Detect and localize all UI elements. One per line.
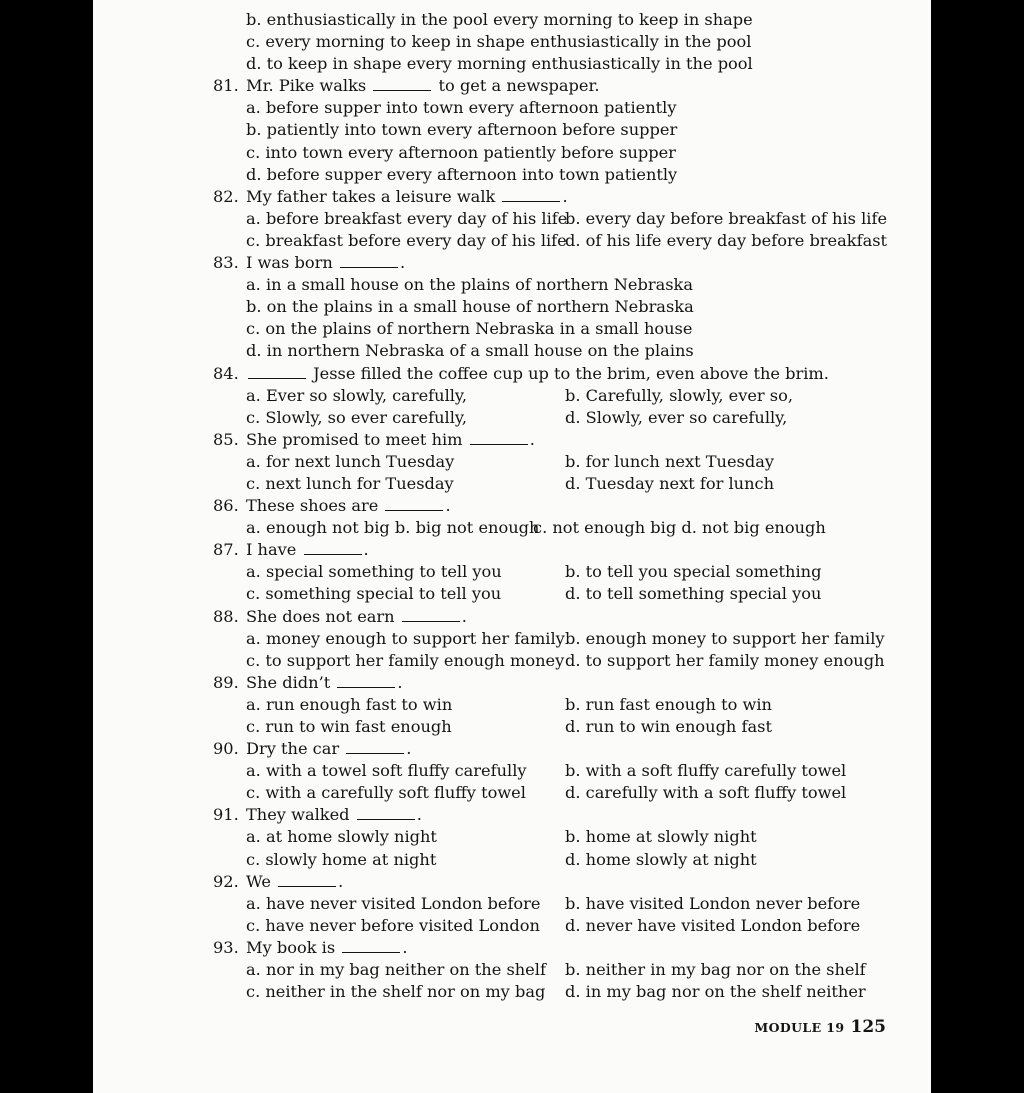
answer-option: c. run to win fast enough bbox=[246, 717, 452, 736]
option-line bbox=[213, 97, 893, 119]
textbook-page bbox=[93, 0, 931, 1093]
stem-before-blank: Dry the car bbox=[246, 739, 340, 759]
answer-option: b. enough money to support her family bbox=[565, 628, 885, 648]
question-text bbox=[246, 607, 467, 626]
option-line bbox=[213, 208, 893, 230]
answer-option: c. to support her family enough money bbox=[246, 650, 565, 670]
answer-blank bbox=[342, 938, 400, 953]
question-text bbox=[246, 430, 535, 449]
answer-option: c. Slowly, so ever carefully, bbox=[246, 407, 468, 427]
answer-option: c. neither in the shelf nor on my bag bbox=[246, 982, 546, 1002]
answer-option: b. on the plains in a small house of northern Nebraska bbox=[246, 297, 694, 317]
stem-after-blank: . bbox=[402, 937, 408, 957]
page-number: 125 bbox=[850, 1017, 886, 1037]
stem-before-blank: She promised to meet him bbox=[246, 429, 463, 449]
option-line bbox=[213, 473, 893, 495]
question-stem bbox=[213, 606, 893, 628]
stem-before-blank: They walked bbox=[246, 805, 350, 825]
answer-option: c. into town every afternoon patiently before supper bbox=[246, 142, 676, 162]
stem-after-blank: . bbox=[363, 540, 369, 560]
question-number: 88. bbox=[213, 606, 239, 626]
answer-option: c. not enough big d. not big enough bbox=[533, 518, 826, 538]
question-stem bbox=[213, 738, 893, 760]
answer-option: a. special something to tell you bbox=[246, 562, 502, 582]
answer-option: b. run fast enough to win bbox=[565, 694, 772, 714]
option-line bbox=[213, 628, 893, 650]
answer-option: c. slowly home at night bbox=[246, 849, 437, 869]
question-stem bbox=[213, 672, 893, 694]
question-text bbox=[246, 496, 451, 515]
module-label: MODULE 19 bbox=[754, 1020, 845, 1035]
option-line bbox=[213, 981, 893, 1003]
question-number: 85. bbox=[213, 429, 239, 449]
question-text bbox=[246, 872, 343, 891]
stem-after-blank: . bbox=[399, 253, 406, 273]
question-number: 81. bbox=[213, 76, 239, 96]
question-stem bbox=[213, 252, 893, 274]
option-line bbox=[213, 318, 893, 340]
question-text bbox=[246, 739, 411, 758]
option-line bbox=[213, 340, 893, 362]
answer-option: d. Tuesday next for lunch bbox=[565, 473, 774, 493]
stem-after-blank: Jesse filled the coffee cup up to the brim, even above the brim. bbox=[313, 363, 829, 383]
stem-after-blank: . bbox=[461, 606, 467, 626]
answer-blank bbox=[337, 673, 395, 688]
stem-before-blank: We bbox=[246, 871, 271, 891]
question-number: 89. bbox=[213, 672, 239, 692]
option-line bbox=[213, 782, 893, 804]
answer-option: b. have visited London never before bbox=[565, 893, 861, 913]
answer-option: c. on the plains of northern Nebraska in a small house bbox=[246, 319, 693, 339]
answer-blank bbox=[346, 739, 404, 754]
answer-option: b. for lunch next Tuesday bbox=[565, 451, 774, 471]
stem-after-blank: . bbox=[562, 186, 568, 206]
option-line bbox=[213, 826, 893, 848]
answer-option: a. in a small house on the plains of northern Nebraska bbox=[246, 275, 694, 295]
answer-option: a. at home slowly night bbox=[246, 827, 437, 847]
option-line bbox=[213, 407, 893, 429]
option-line bbox=[213, 893, 893, 915]
page-footer bbox=[754, 1017, 886, 1037]
option-line bbox=[213, 142, 893, 164]
option-line bbox=[213, 451, 893, 473]
question-text bbox=[246, 540, 369, 559]
question-text bbox=[246, 805, 422, 824]
stem-after-blank: . bbox=[529, 429, 535, 449]
question-stem bbox=[213, 539, 893, 561]
stem-before-blank: She didn’t bbox=[246, 672, 331, 692]
option-line bbox=[213, 959, 893, 981]
stem-before-blank: These shoes are bbox=[246, 496, 379, 516]
option-line bbox=[213, 650, 893, 672]
answer-blank bbox=[278, 872, 336, 887]
option-line bbox=[213, 517, 893, 539]
option-line bbox=[213, 583, 893, 605]
answer-option: c. with a carefully soft fluffy towel bbox=[246, 783, 526, 803]
answer-blank bbox=[502, 187, 560, 202]
question-number: 86. bbox=[213, 496, 239, 516]
stem-after-blank: . bbox=[397, 672, 403, 692]
question-stem bbox=[213, 937, 893, 959]
question-number: 90. bbox=[213, 739, 239, 759]
option-line bbox=[213, 716, 893, 738]
answer-option: a. nor in my bag neither on the shelf bbox=[246, 960, 546, 980]
stem-after-blank: . bbox=[445, 496, 451, 516]
question-text bbox=[246, 938, 407, 957]
answer-option: d. Slowly, ever so carefully, bbox=[565, 407, 788, 427]
answer-option: d. to support her family money enough bbox=[565, 650, 885, 670]
answer-option: d. carefully with a soft fluffy towel bbox=[565, 783, 847, 803]
answer-option: c. have never before visited London bbox=[246, 915, 540, 935]
option-line bbox=[213, 296, 893, 318]
question-text bbox=[246, 673, 403, 692]
question-text bbox=[246, 364, 829, 383]
answer-option: c. next lunch for Tuesday bbox=[246, 473, 454, 493]
question-stem bbox=[213, 871, 893, 893]
question-number: 87. bbox=[213, 540, 239, 560]
option-line bbox=[213, 274, 893, 296]
stem-before-blank: She does not earn bbox=[246, 606, 395, 626]
answer-option: d. in my bag nor on the shelf neither bbox=[565, 982, 866, 1002]
answer-option: d. in northern Nebraska of a small house on the plains bbox=[246, 341, 694, 361]
answer-option: a. for next lunch Tuesday bbox=[246, 451, 455, 471]
answer-option: b. neither in my bag nor on the shelf bbox=[565, 960, 866, 980]
option-line bbox=[213, 915, 893, 937]
answer-option: a. money enough to support her family bbox=[246, 628, 565, 648]
answer-blank bbox=[373, 76, 431, 91]
stem-after-blank: . bbox=[338, 871, 344, 891]
question-text bbox=[246, 253, 405, 272]
option-line bbox=[213, 230, 893, 252]
question-stem bbox=[213, 804, 893, 826]
answer-option: a. before supper into town every afternoon patiently bbox=[246, 98, 677, 118]
question-number: 93. bbox=[213, 937, 239, 957]
question-number: 92. bbox=[213, 871, 239, 891]
answer-option: d. never have visited London before bbox=[565, 915, 861, 935]
option-line bbox=[213, 164, 893, 186]
stem-before-blank: I have bbox=[246, 540, 297, 560]
question-stem bbox=[213, 495, 893, 517]
option-line: c. every morning to keep in shape enthusiastically in the pool bbox=[246, 32, 752, 52]
answer-option: a. enough not big b. big not enough bbox=[246, 518, 540, 538]
stem-before-blank: I was born bbox=[246, 253, 333, 273]
option-line bbox=[213, 694, 893, 716]
answer-option: c. breakfast before every day of his life bbox=[246, 230, 567, 250]
answer-blank bbox=[385, 496, 443, 511]
question-stem bbox=[213, 363, 893, 385]
exercise-content bbox=[213, 9, 893, 1003]
answer-option: a. run enough fast to win bbox=[246, 694, 453, 714]
question-text bbox=[246, 76, 600, 95]
stem-before-blank: My book is bbox=[246, 937, 336, 957]
answer-option: d. run to win enough fast bbox=[565, 717, 772, 736]
answer-blank bbox=[248, 364, 306, 379]
option-line bbox=[213, 561, 893, 583]
answer-option: a. have never visited London before bbox=[246, 893, 541, 913]
question-stem bbox=[213, 186, 893, 208]
answer-blank bbox=[304, 540, 362, 555]
stem-after-blank: . bbox=[406, 739, 412, 759]
option-line bbox=[213, 119, 893, 141]
option-line: d. to keep in shape every morning enthusiastically in the pool bbox=[246, 54, 753, 74]
stem-after-blank: to get a newspaper. bbox=[438, 76, 600, 96]
option-line bbox=[213, 385, 893, 407]
question-number: 91. bbox=[213, 805, 239, 825]
question-number: 84. bbox=[213, 363, 239, 383]
question-text bbox=[246, 187, 568, 206]
option-line bbox=[213, 849, 893, 871]
answer-option: b. to tell you special something bbox=[565, 562, 822, 582]
answer-option: d. of his life every day before breakfast bbox=[565, 230, 888, 250]
answer-option: a. before breakfast every day of his life bbox=[246, 208, 568, 228]
stem-before-blank: My father takes a leisure walk bbox=[246, 186, 496, 206]
answer-blank bbox=[470, 430, 528, 445]
answer-option: a. Ever so slowly, carefully, bbox=[246, 385, 468, 405]
answer-option: d. before supper every afternoon into town patiently bbox=[246, 164, 678, 184]
question-number: 82. bbox=[213, 186, 239, 206]
question-stem bbox=[213, 429, 893, 451]
answer-option: b. Carefully, slowly, ever so, bbox=[565, 385, 793, 405]
option-line bbox=[213, 760, 893, 782]
question-stem bbox=[213, 75, 893, 97]
answer-option: b. with a soft fluffy carefully towel bbox=[565, 761, 847, 781]
answer-option: c. something special to tell you bbox=[246, 584, 502, 604]
answer-option: b. home at slowly night bbox=[565, 827, 757, 847]
answer-option: d. home slowly at night bbox=[565, 849, 757, 869]
stem-after-blank: . bbox=[416, 805, 422, 825]
answer-blank bbox=[402, 607, 460, 622]
answer-option: a. with a towel soft fluffy carefully bbox=[246, 761, 527, 781]
question-number: 83. bbox=[213, 253, 239, 273]
stem-before-blank: Mr. Pike walks bbox=[246, 76, 367, 96]
answer-blank bbox=[357, 805, 415, 820]
answer-option: b. every day before breakfast of his life bbox=[565, 208, 888, 228]
answer-option: b. patiently into town every afternoon before supper bbox=[246, 120, 678, 140]
option-line: b. enthusiastically in the pool every morning to keep in shape bbox=[246, 10, 753, 29]
answer-option: d. to tell something special you bbox=[565, 584, 822, 604]
answer-blank bbox=[340, 253, 398, 268]
